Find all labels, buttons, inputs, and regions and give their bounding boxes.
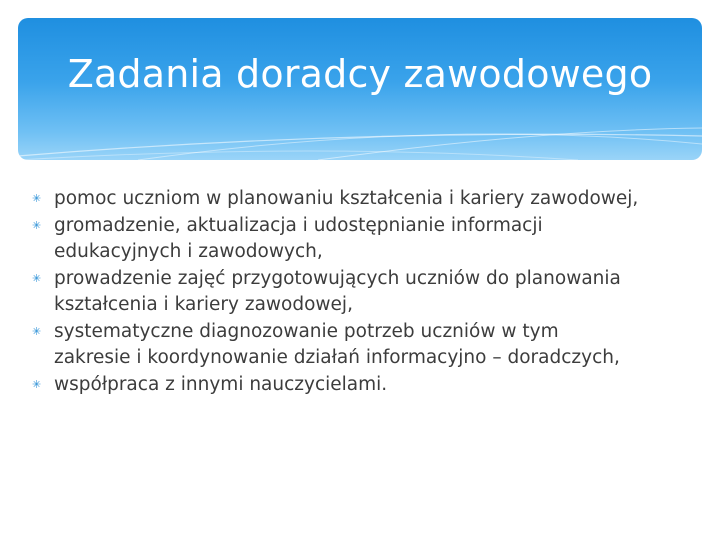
asterisk-bullet-icon: ✳ bbox=[32, 271, 42, 285]
bullet-line: gromadzenie, aktualizacja i udostępnianie informacji bbox=[54, 214, 543, 236]
list-item bbox=[32, 372, 692, 399]
bullet-line: współpraca z innymi nauczycielami. bbox=[54, 373, 388, 395]
bullet-line: edukacyjnych i zawodowych, bbox=[54, 241, 323, 262]
asterisk-bullet-icon: ✳ bbox=[32, 192, 42, 205]
list-item bbox=[32, 213, 692, 266]
bullet-line: pomoc uczniom w planowaniu kształcenia i kariery zawodowej, bbox=[54, 188, 639, 209]
bullet-line: kształcenia i kariery zawodowej, bbox=[54, 294, 353, 315]
list-item bbox=[32, 319, 692, 372]
list-item bbox=[32, 186, 692, 213]
title-banner bbox=[18, 18, 702, 160]
asterisk-bullet-icon: ✳ bbox=[32, 377, 42, 391]
bullet-list bbox=[32, 186, 692, 398]
bullet-line: zakresie i koordynowanie działań informacyjno – doradczych, bbox=[54, 347, 620, 368]
list-item bbox=[32, 266, 692, 319]
slide-title: Zadania doradcy zawodowego bbox=[67, 52, 653, 96]
bullet-line: prowadzenie zajęć przygotowujących uczniów do planowania bbox=[54, 267, 621, 289]
asterisk-bullet-icon: ✳ bbox=[32, 324, 42, 338]
bullet-line: systematyczne diagnozowanie potrzeb uczniów w tym bbox=[54, 320, 559, 342]
asterisk-bullet-icon: ✳ bbox=[32, 218, 42, 232]
